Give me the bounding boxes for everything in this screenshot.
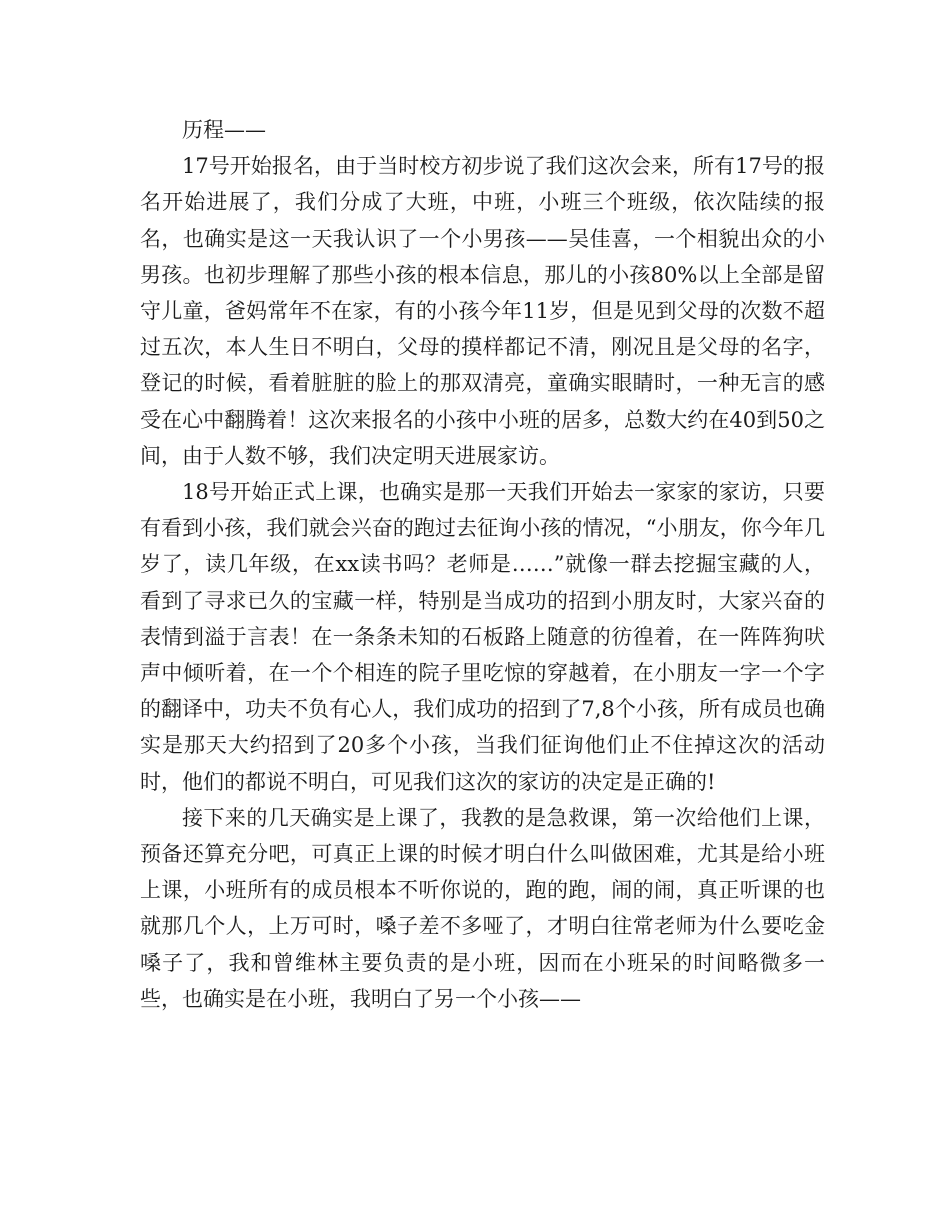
document-body: [140, 112, 825, 1017]
paragraph-registration: 17号开始报名，由于当时校方初步说了我们这次会来，所有17号的报名开始进展了，我们分成了大班，中班，小班三个班级，依次陆续的报名，也确实是这一天我认识了一个小男孩——吴佳喜，一个相貌出众的小男孩。也初步理解了那些小孩的根本信息，那儿的小孩80%以上全部是留守儿童，爸妈常年不在家，有的小孩今年11岁，但是见到父母的次数不超过五次，本人生日不明白，父母的摸样都记不清，刚况且是父母的名字，登记的时候，看着脏脏的脸上的那双清亮，童确实眼睛时，一种无言的感受在心中翻腾着！这次来报名的小孩中小班的居多，总数大约在40到50之间，由于人数不够，我们决定明天进展家访。: [140, 154, 825, 468]
paragraph-home-visits: 18号开始正式上课，也确实是那一天我们开始去一家家的家访，只要有看到小孩，我们就会兴奋的跑过去征询小孩的情况，“小朋友，你今年几岁了，读几年级，在xx读书吗？老师是……”就像一群去挖掘宝藏的人，看到了寻求已久的宝藏一样，特别是当成功的招到小朋友时，大家兴奋的表情到溢于言表！在一条条未知的石板路上随意的彷徨着，在一阵阵狗吠声中倾听着，在一个个相连的院子里吃惊的穿越着，在小朋友一字一个字的翻译中，功夫不负有心人，我们成功的招到了7,8个小孩，所有成员也确实是那天大约招到了20多个小孩，当我们征询他们止不住掉这次的活动时，他们的都说不明白，可见我们这次的家访的决定是正确的!: [140, 480, 825, 794]
section-heading: 历程——: [182, 118, 266, 142]
paragraph-teaching: 接下来的几天确实是上课了，我教的是急救课，第一次给他们上课，预备还算充分吧，可真正上课的时候才明白什么叫做困难，尤其是给小班上课，小班所有的成员根本不听你说的，跑的跑，闹的闹，真正听课的也就那几个人，上万可时，嗓子差不多哑了，才明白往常老师为什么要吃金嗓子了，我和曾维林主要负责的是小班，因而在小班呆的时间略微多一些，也确实是在小班，我明白了另一个小孩——: [140, 805, 825, 1011]
